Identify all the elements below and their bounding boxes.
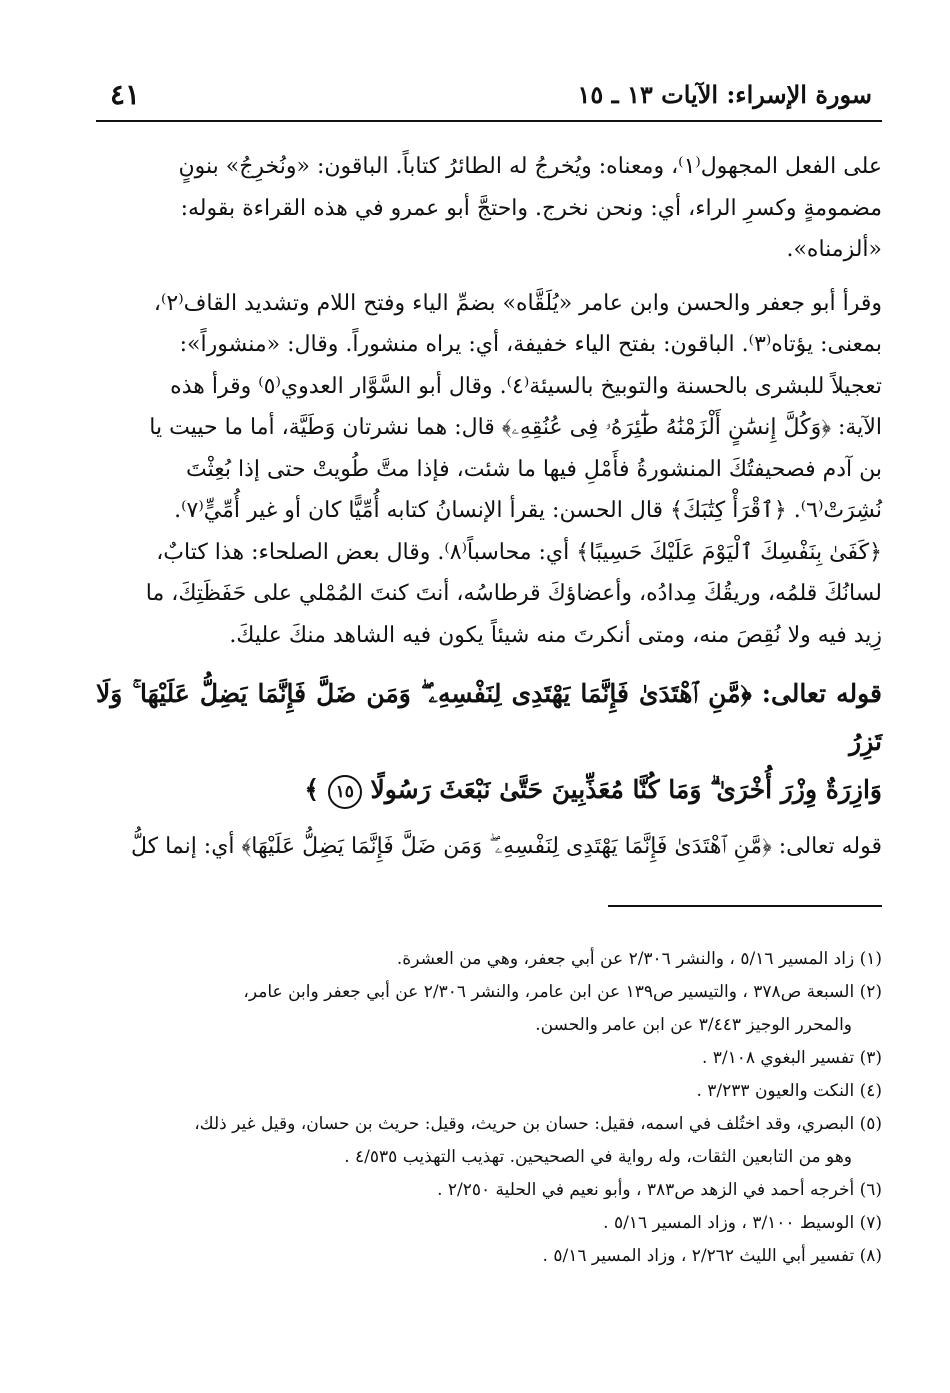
paragraph-line: على الفعل المجهول⁽١⁾، ومعناه: ويُخرجُ له الطائرُ كتاباً. الباقون: «ونُخرِجُ» بنونٍ: [178, 154, 882, 179]
footnote-continuation: وهو من التابعين الثقات، وله رواية في الصحيحين. تهذيب التهذيب ٤/٥٣٥ .: [344, 1147, 852, 1167]
footnote: (١) زاد المسير ٥/١٦ ، والنشر ٢/٣٠٦ عن أبي جعفر، وهي من العشرة.: [396, 949, 882, 969]
paragraph-line: قوله تعالى: ﴿مَّنِ ٱهْتَدَىٰ فَإِنَّمَا يَهْتَدِى لِنَفْسِهِۦ ۖ وَمَن ضَلَّ فَإِنَّمَا يَضِلُّ عَلَيْهَا﴾ أي: إنما كلُّ: [131, 834, 882, 859]
paragraph-line: تعجيلاً للبشرى بالحسنة والتوبيخ بالسيئة⁽٤⁾. وقال أبو السَّوَّار العدوي⁽٥⁾ وقرأ هذه: [170, 373, 882, 399]
paragraph-line: نُشِرَتْ⁽٦⁾. ﴿ٱقْرَأْ كِتَٰبَكَ﴾ قال الحسن: يقرأ الإنسانُ كتابه أُمِّيًّا كان أو غير أُمِّيٍّ⁽٧⁾.: [174, 498, 882, 523]
verse-heading: [96, 670, 882, 814]
paragraph-line: وقرأ أبو جعفر والحسن وابن عامر «يُلَقَّاه» بضمِّ الياء وفتح اللام وتشديد القاف⁽٢⁾،: [153, 290, 882, 316]
footnote: (٢) السبعة ص٣٧٨ ، والتيسير ص١٣٩ عن ابن عامر، والنشر ٢/٣٠٦ عن أبي جعفر وابن عامر،: [243, 982, 882, 1002]
verse-text: ﴿مَّنِ ٱهْتَدَىٰ فَإِنَّمَا يَهْتَدِى لِنَفْسِهِۦ ۖ وَمَن ضَلَّ فَإِنَّمَا يَضِلُّ عَلَيْهَا ۚ وَلَا تَزِرُ: [96, 679, 882, 756]
paragraph-line: بن آدم فصحيفتُكَ المنشورةُ فأَمْلِ فيها ما شئت، فإذا متَّ طُويتْ حتى إذا بُعِثْتَ: [186, 456, 882, 482]
footnote: (٧) الوسيط ٣/١٠٠ ، وزاد المسير ٥/١٦ .: [603, 1213, 882, 1233]
paragraph-line: بمعنى: يؤتاه⁽٣⁾. الباقون: بفتح الياء خفيفة، أي: يراه منشوراً. وقال: «منشوراً»:: [179, 332, 882, 357]
aya-number-badge: ١٥: [328, 775, 362, 809]
chapter-title: سورة الإسراء: الآيات ١٣ ـ ١٥: [577, 80, 872, 109]
page-header: [96, 72, 882, 122]
verse-close-bracket: ﴾: [304, 775, 320, 804]
footnote: (٦) أخرجه أحمد في الزهد ص٣٨٣ ، وأبو نعيم في الحلية ٢/٢٥٠ .: [437, 1180, 882, 1200]
footnote-continuation: والمحرر الوجيز ٣/٤٤٣ عن ابن عامر والحسن.: [535, 1015, 852, 1035]
paragraph-line: زِيد فيه ولا نُقِصَ منه، ومتى أنكرتَ منه شيئاً يكون فيه الشاهد منكَ عليكَ.: [229, 622, 882, 648]
footnote: (٣) تفسير البغوي ٣/١٠٨ .: [701, 1048, 882, 1068]
page-number: ٤١: [110, 78, 141, 111]
footnote: (٨) تفسير أبي الليث ٢/٢٦٢ ، وزاد المسير ٥/١٦ .: [542, 1246, 882, 1266]
verse-text: وَازِرَةٌ وِزْرَ أُخْرَىٰ ۗ وَمَا كُنَّا مُعَذِّبِينَ حَتَّىٰ نَبْعَثَ رَسُولًا: [370, 775, 882, 804]
paragraph-line: مضمومةٍ وكسرِ الراء، أي: ونحن نخرج. واحتجَّ أبو عمرو في هذه القراءة بقوله:: [180, 195, 882, 221]
paragraph-line: الآية: ﴿وَكُلَّ إِنسَٰنٍ أَلْزَمْنَٰهُ طَٰٓئِرَهُۥ فِى عُنُقِهِۦ﴾ قال: هما نشرتان وَطَيَّة، أما ما حييت يا: [149, 415, 882, 440]
paragraph-line: «ألزمناه».: [786, 237, 882, 262]
footnote: (٥) البصري، وقد اختُلف في اسمه، فقيل: حسان بن حريث، وقيل: حريث بن حسان، وقيل غير ذلك،: [194, 1114, 882, 1134]
paragraph-line: لسانُكَ قلمُه، وريقُكَ مِدادُه، وأعضاؤكَ قرطاسُه، أنتَ كنتَ المُمْلي على حَفَظَتِكَ، ما: [145, 581, 882, 606]
footnote: (٤) النكت والعيون ٣/٢٣٣ .: [696, 1081, 882, 1101]
verse-heading-lead: قوله تعالى:: [761, 679, 882, 708]
footnote-divider: [608, 905, 882, 907]
main-text: [96, 146, 882, 868]
paragraph-line: ﴿كَفَىٰ بِنَفْسِكَ ٱلْيَوْمَ عَلَيْكَ حَسِيبًا﴾ أي: محاسباً⁽٨⁾. وقال بعض الصلحاء: هذا كتابٌ،: [156, 539, 882, 565]
footnotes: [96, 943, 882, 1273]
